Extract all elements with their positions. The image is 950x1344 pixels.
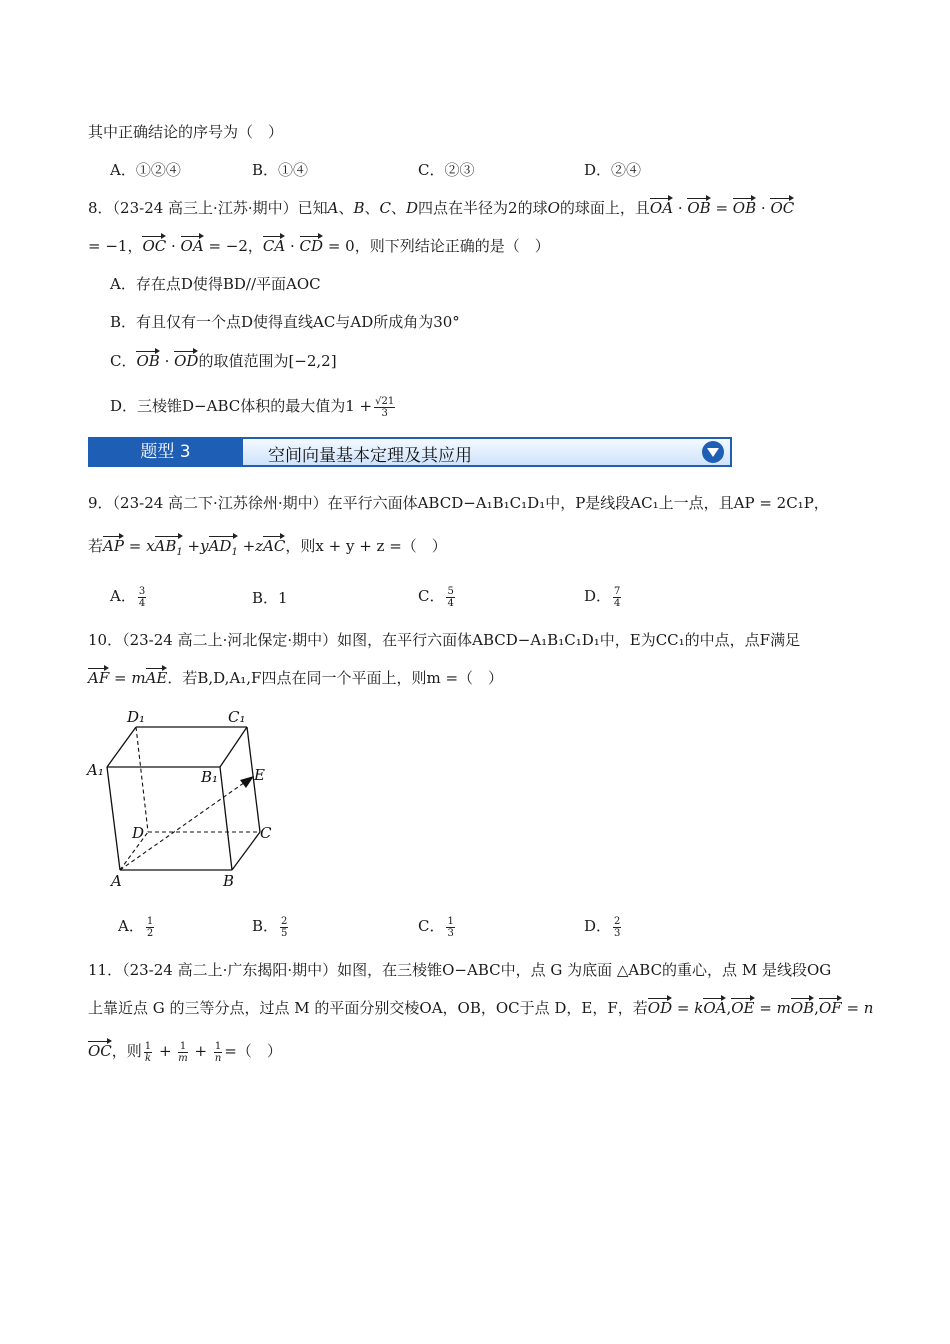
parallelepiped-figure	[80, 700, 290, 895]
label-d1: D₁	[127, 708, 146, 726]
section-banner	[88, 435, 736, 469]
q8-option-b[interactable]: B．有且仅有一个点D使得直线AC与AD所成角为30°	[110, 313, 460, 331]
q7-stem: 其中正确结论的序号为（ ）	[88, 123, 284, 141]
q9-option-b[interactable]: B．1	[252, 589, 288, 607]
q8-stem-line1: 8．（23-24 高三上·江苏·期中）已知A、B、C、D四点在半径为2的球O的球面上，且OA · OB = OB · OC	[88, 199, 795, 217]
q10-stem-line1: 10．（23-24 高二上·河北保定·期中）如图，在平行六面体ABCD−A₁B₁C₁D₁中，E为CC₁的中点，点F满足	[88, 631, 801, 649]
label-b1: B₁	[201, 768, 219, 786]
q7-option-b[interactable]: B．①④	[252, 161, 309, 179]
q9-option-a[interactable]: A． $\frac{3}{4}$	[110, 585, 146, 609]
q11-stem-line2: 上靠近点 G 的三等分点，过点 M 的平面分别交棱OA，OB，OC于点 D，E，F，若OD = kOA,OE = mOB,OF = n	[88, 999, 874, 1017]
q11-stem-line1: 11．（23-24 高二上·广东揭阳·期中）如图，在三棱锥O−ABC中，点 G 为底面 △ABC的重心，点 M 是线段OG	[88, 961, 832, 979]
arrow-head-icon	[240, 776, 254, 788]
q7-option-c[interactable]: C．②③	[418, 161, 475, 179]
label-e: E	[254, 766, 265, 784]
q10-option-b[interactable]: B． $\frac{2}{5}$	[252, 915, 288, 939]
q11-stem-line3: OC，则 $\frac{1}{k}$ + $\frac{1}{m}$ + $\frac{1}{n}$ =（ ）	[88, 1040, 282, 1064]
q10-option-a[interactable]: A． $\frac{1}{2}$	[118, 915, 154, 939]
section-label: 题型 3	[88, 437, 243, 467]
q9-option-c[interactable]: C． $\frac{5}{4}$	[418, 585, 454, 609]
label-a: A	[111, 872, 122, 890]
q10-option-d[interactable]: D． $\frac{2}{3}$	[584, 915, 621, 939]
q8-option-a[interactable]: A．存在点D使得BD//平面AOC	[110, 275, 321, 293]
q9-option-d[interactable]: D． $\frac{7}{4}$	[584, 585, 621, 609]
chevron-down-icon[interactable]	[702, 441, 724, 463]
q8-stem-line2: = −1，OC · OA = −2，CA · CD = 0，则下列结论正确的是（ ）	[88, 237, 550, 255]
label-c: C	[260, 824, 272, 842]
section-title: 空间向量基本定理及其应用	[268, 446, 472, 466]
q7-option-a[interactable]: A．①②④	[110, 161, 181, 179]
q10-option-c[interactable]: C． $\frac{1}{3}$	[418, 915, 454, 939]
label-a1: A₁	[87, 761, 104, 779]
q9-stem-line2: 若AP = xAB$_1$ +yAD$_1$ +zAC，则x + y + z =（ ）	[88, 535, 447, 564]
q10-stem-line2: AF = mAE．若B,D,A₁,F四点在同一个平面上，则m =（ ）	[88, 669, 504, 687]
q8-option-c[interactable]: C．OB · OD的取值范围为[−2,2]	[110, 352, 337, 370]
q8-option-d[interactable]: D．三棱锥D−ABC体积的最大值为1 + $\frac{√21}{3}$	[110, 395, 395, 419]
label-c1: C₁	[228, 708, 246, 726]
label-d: D	[132, 824, 145, 842]
q9-stem-line1: 9．（23-24 高二下·江苏徐州·期中）在平行六面体ABCD−A₁B₁C₁D₁中，P是线段AC₁上一点，且AP = 2C₁P，	[88, 494, 829, 512]
q7-option-d[interactable]: D．②④	[584, 161, 642, 179]
label-b: B	[223, 872, 235, 890]
